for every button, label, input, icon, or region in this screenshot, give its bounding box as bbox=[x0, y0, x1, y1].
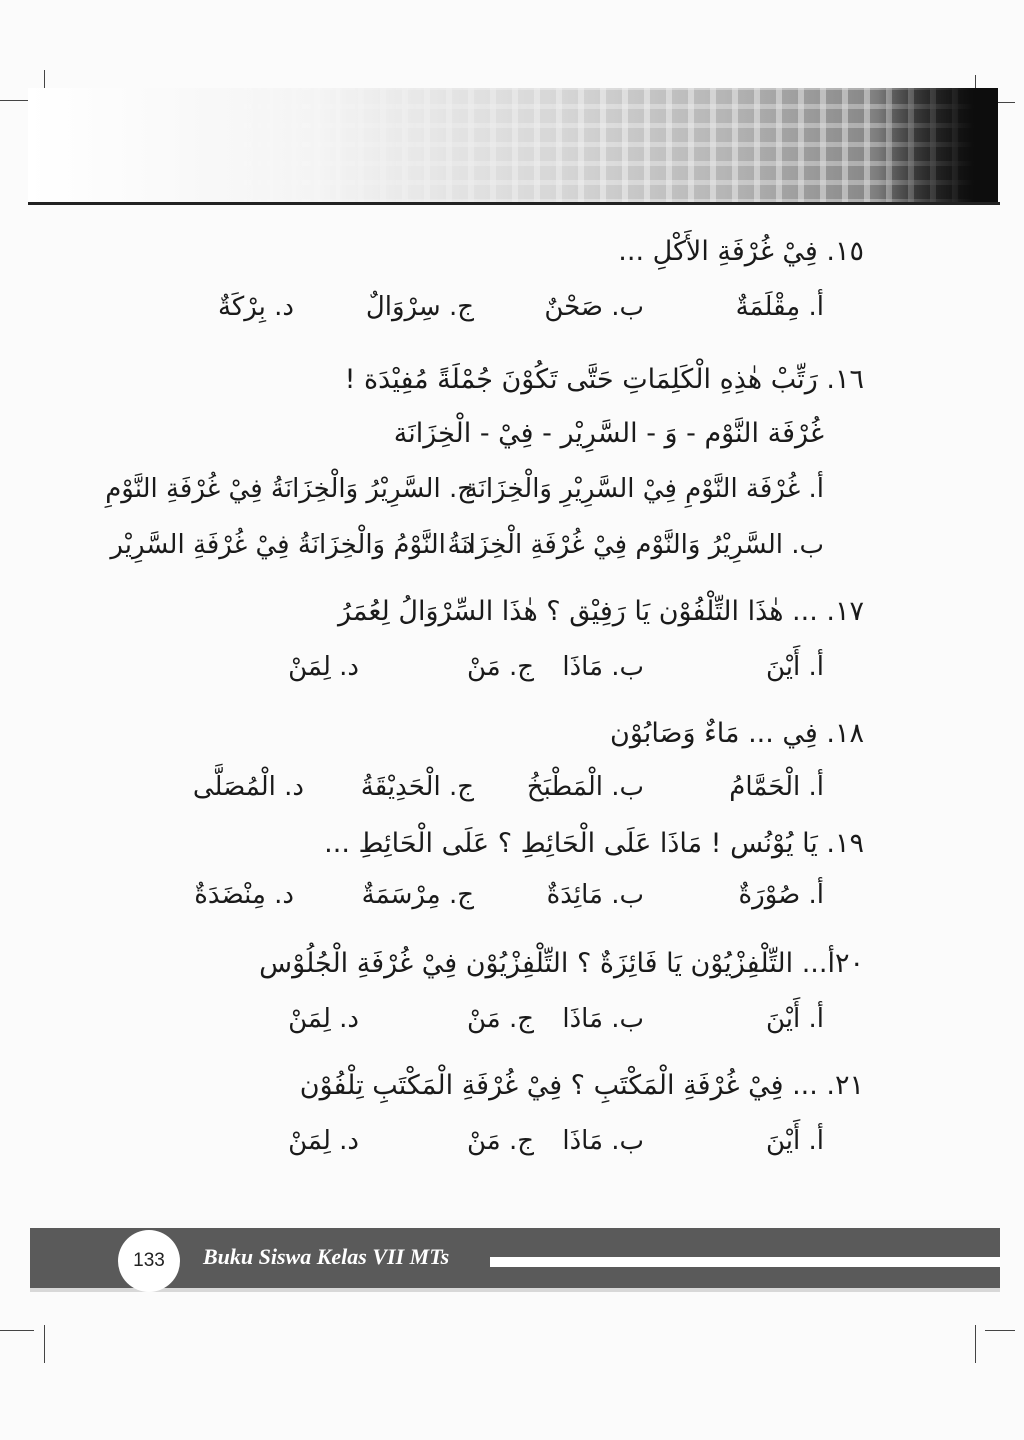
options-17 bbox=[0, 652, 1024, 692]
options-16-row1 bbox=[0, 474, 1024, 514]
option-b[interactable]: ب. مَائِدَةٌ bbox=[546, 880, 644, 910]
question-17 bbox=[338, 596, 864, 627]
footer-stripe bbox=[490, 1257, 1000, 1267]
options-15 bbox=[0, 292, 1024, 332]
option-c[interactable]: ج. الْحَدِيْقَةُ bbox=[360, 772, 474, 802]
word-list: غُرْفَة النَّوْم - وَ - السَّرِيْر - فِيْ - الْخِزَانَة bbox=[393, 418, 824, 449]
header-pattern bbox=[28, 88, 998, 204]
option-a[interactable]: أ. غُرْفَة النَّوْمِ فِيْ السَّرِيْرِ وَالْخِزَانَة bbox=[464, 474, 824, 504]
question-18 bbox=[610, 718, 864, 749]
options-19 bbox=[0, 880, 1024, 920]
option-a[interactable]: أ. الْحَمَّامُ bbox=[729, 772, 824, 802]
option-b[interactable]: ب. مَاذَا bbox=[562, 1126, 644, 1156]
option-d[interactable]: د. النَّوْمُ وَالْخِزَانَةُ فِيْ غُرْفَةِ السَّرِيْر bbox=[110, 530, 474, 560]
header-rule bbox=[28, 202, 1000, 205]
option-c[interactable]: ج. السَّرِيْرُ وَالْخِزَانَةُ فِيْ غُرْفَةِ النَّوْمِ bbox=[105, 474, 474, 504]
option-c[interactable]: ج. مَنْ bbox=[466, 1126, 534, 1156]
option-c[interactable]: ج. مَنْ bbox=[466, 652, 534, 682]
crop-mark bbox=[975, 1325, 976, 1363]
crop-mark bbox=[0, 1330, 34, 1331]
option-b[interactable]: ب. مَاذَا bbox=[562, 1004, 644, 1034]
option-d[interactable]: د. بِرْكَةٌ bbox=[217, 292, 294, 322]
book-title: Buku Siswa Kelas VII MTs bbox=[203, 1244, 450, 1269]
crop-mark bbox=[44, 1325, 45, 1363]
page-number: 133 bbox=[118, 1230, 180, 1292]
option-a[interactable]: أ. أَيْنَ bbox=[765, 1004, 824, 1034]
question-text: ٢٠أ... التِّلْفِزْيُوْن يَا فَائِزَةٌ ؟ التِّلْفِزْيُوْن فِيْ غُرْفَةِ الْجُلُوْس bbox=[259, 948, 864, 979]
question-text: ١٩. يَا يُوْنُس ! مَاذَا عَلَى الْحَائِطِ ؟ عَلَى الْحَائِطِ ... bbox=[324, 828, 864, 859]
option-d[interactable]: د. الْمُصَلَّى bbox=[192, 772, 304, 802]
question-text: ١٦. رَتِّبْ هٰذِهِ الْكَلِمَاتِ حَتَّى تَكُوْنَ جُمْلَةً مُفِيْدَة ! bbox=[344, 364, 864, 395]
question-text: ١٨. فِي ... مَاءٌ وَصَابُوْن bbox=[610, 718, 864, 749]
header-dark-edge bbox=[878, 88, 998, 204]
option-d[interactable]: د. مِنْضَدَةٌ bbox=[194, 880, 294, 910]
options-16-row2 bbox=[0, 530, 1024, 570]
question-20 bbox=[259, 948, 864, 979]
option-b[interactable]: ب. الْمَطْبَخُ bbox=[526, 772, 644, 802]
option-b[interactable]: ب. مَاذَا bbox=[562, 652, 644, 682]
options-18 bbox=[0, 772, 1024, 812]
question-19 bbox=[324, 828, 864, 859]
option-d[interactable]: د. لِمَنْ bbox=[288, 1004, 359, 1034]
question-16-words bbox=[394, 418, 824, 449]
option-b[interactable]: ب. صَحْنٌ bbox=[544, 292, 644, 322]
question-21 bbox=[300, 1070, 864, 1101]
option-a[interactable]: أ. مِقْلَمَةٌ bbox=[735, 292, 824, 322]
option-d[interactable]: د. لِمَنْ bbox=[288, 652, 359, 682]
question-15 bbox=[618, 236, 864, 267]
option-c[interactable]: ج. سِرْوَالٌ bbox=[365, 292, 474, 322]
option-a[interactable]: أ. أَيْنَ bbox=[765, 1126, 824, 1156]
option-a[interactable]: أ. أَيْنَ bbox=[765, 652, 824, 682]
question-16 bbox=[345, 364, 864, 395]
question-text: ١٥. فِيْ غُرْفَةِ الأَكْلِ ... bbox=[618, 236, 864, 267]
options-21 bbox=[0, 1126, 1024, 1166]
question-text: ١٧. ... هٰذَا التِّلْفُوْن يَا رَفِيْق ؟ هٰذَا السِّرْوَالُ لِعُمَرُ bbox=[338, 596, 864, 627]
crop-mark bbox=[985, 1330, 1015, 1331]
option-c[interactable]: ج. مِرْسَمَةٌ bbox=[361, 880, 474, 910]
option-c[interactable]: ج. مَنْ bbox=[466, 1004, 534, 1034]
header-banner bbox=[28, 88, 998, 204]
option-a[interactable]: أ. صُوْرَةٌ bbox=[738, 880, 824, 910]
options-20 bbox=[0, 1004, 1024, 1044]
question-text: ٢١. ... فِيْ غُرْفَةِ الْمَكْتَبِ ؟ فِيْ غُرْفَةِ الْمَكْتَبِ تِلْفُوْن bbox=[299, 1070, 864, 1101]
option-d[interactable]: د. لِمَنْ bbox=[288, 1126, 359, 1156]
option-b[interactable]: ب. السَّرِيْرُ وَالنَّوْم فِيْ غُرْفَةِ الْخِزَانَةُ bbox=[447, 530, 824, 560]
